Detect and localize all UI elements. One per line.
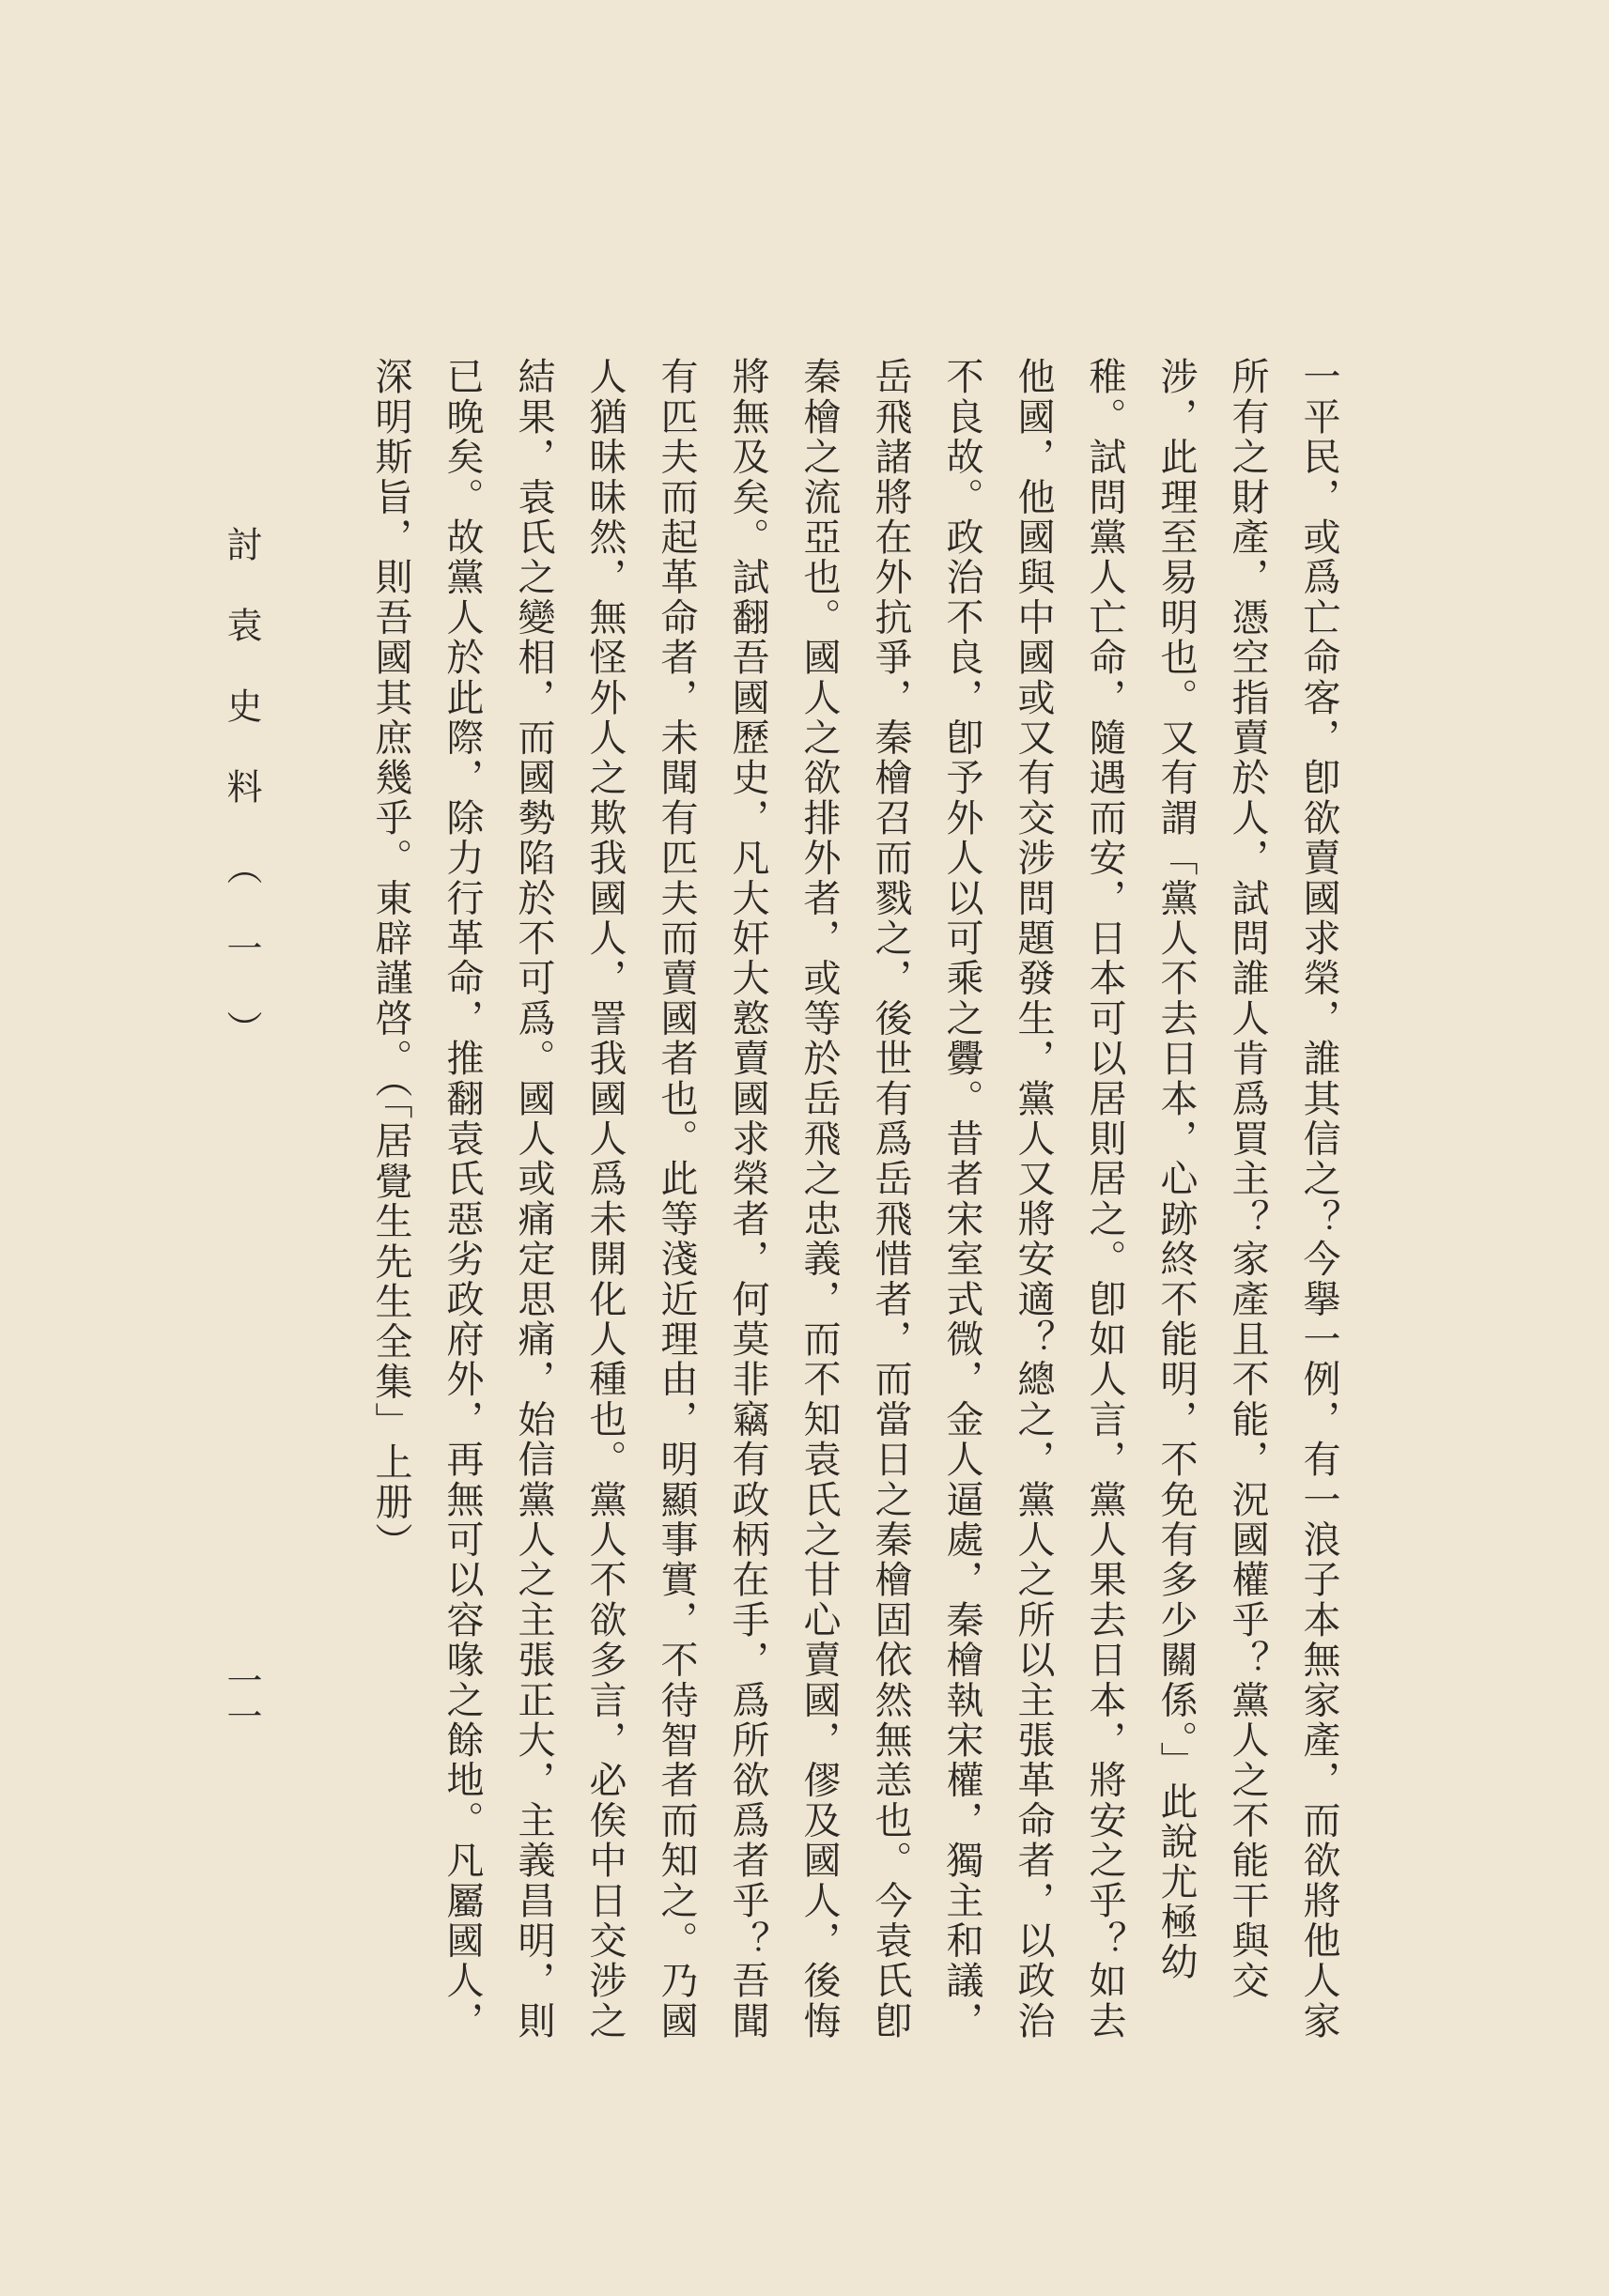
text-column-10: 有匹夫而起革命者，未聞有匹夫而賣國者也。此等淺近理由，明顯事實，不待智者而知之。乃國 <box>655 357 698 2042</box>
text-column-8: 秦檜之流亞也。國人之欲排外者，或等於岳飛之忠義，而不知袁氏之甘心賣國，僇及國人，後悔 <box>797 357 841 2042</box>
page-number: 一一 <box>221 1662 262 1734</box>
text-column-14: 深明斯旨，則吾國其庶幾乎。東辟謹啓。（「居覺生先生全集」上册） <box>369 357 412 1563</box>
text-column-7: 岳飛諸將在外抗爭，秦檜召而戮之，後世有爲岳飛惜者，而當日之秦檜固依然無恙也。今袁氏卽 <box>869 357 912 2042</box>
text-column-2: 所有之財產，憑空指賣於人，試問誰人肯爲買主？家產且不能，況國權乎？黨人之不能干與交 <box>1226 357 1269 2001</box>
running-footer-book-title: 討袁史料（一） <box>221 526 262 1091</box>
text-column-12: 結果，袁氏之變相，而國勢陷於不可爲。國人或痛定思痛，始信黨人之主張正大，主義昌明，則 <box>512 357 555 2042</box>
text-column-4: 稚。試問黨人亡命，隨遇而安，日本可以居則居之。卽如人言，黨人果去日本，將安之乎？如去 <box>1083 357 1126 2042</box>
text-column-9: 將無及矣。試翻吾國歷史，凡大奸大憝賣國求榮者，何莫非竊有政柄在手，爲所欲爲者乎？吾聞 <box>726 357 769 2042</box>
text-column-11: 人猶昧昧然，無怪外人之欺我國人，詈我國人爲未開化人種也。黨人不欲多言，必俟中日交涉之 <box>583 357 627 2042</box>
text-column-13: 已晚矣。故黨人於此際，除力行革命，推翻袁氏惡劣政府外，再無可以容喙之餘地。凡屬國人， <box>441 357 484 2042</box>
text-column-6: 不良故。政治不良，卽予外人以可乘之釁。昔者宋室式微，金人逼處，秦檜執宋權，獨主和議， <box>940 357 983 2042</box>
text-column-1: 一平民，或爲亡命客，卽欲賣國求榮，誰其信之？今擧一例，有一浪子本無家產，而欲將他人家 <box>1297 357 1340 2042</box>
text-column-5: 他國，他國與中國或又有交涉問題發生，黨人又將安適？總之，黨人之所以主張革命者，以政治 <box>1012 357 1055 2042</box>
text-column-3: 涉，此理至易明也。又有謂「黨人不去日本，心跡終不能明，不免有多少關係。」此說尤極幼 <box>1154 357 1198 1982</box>
